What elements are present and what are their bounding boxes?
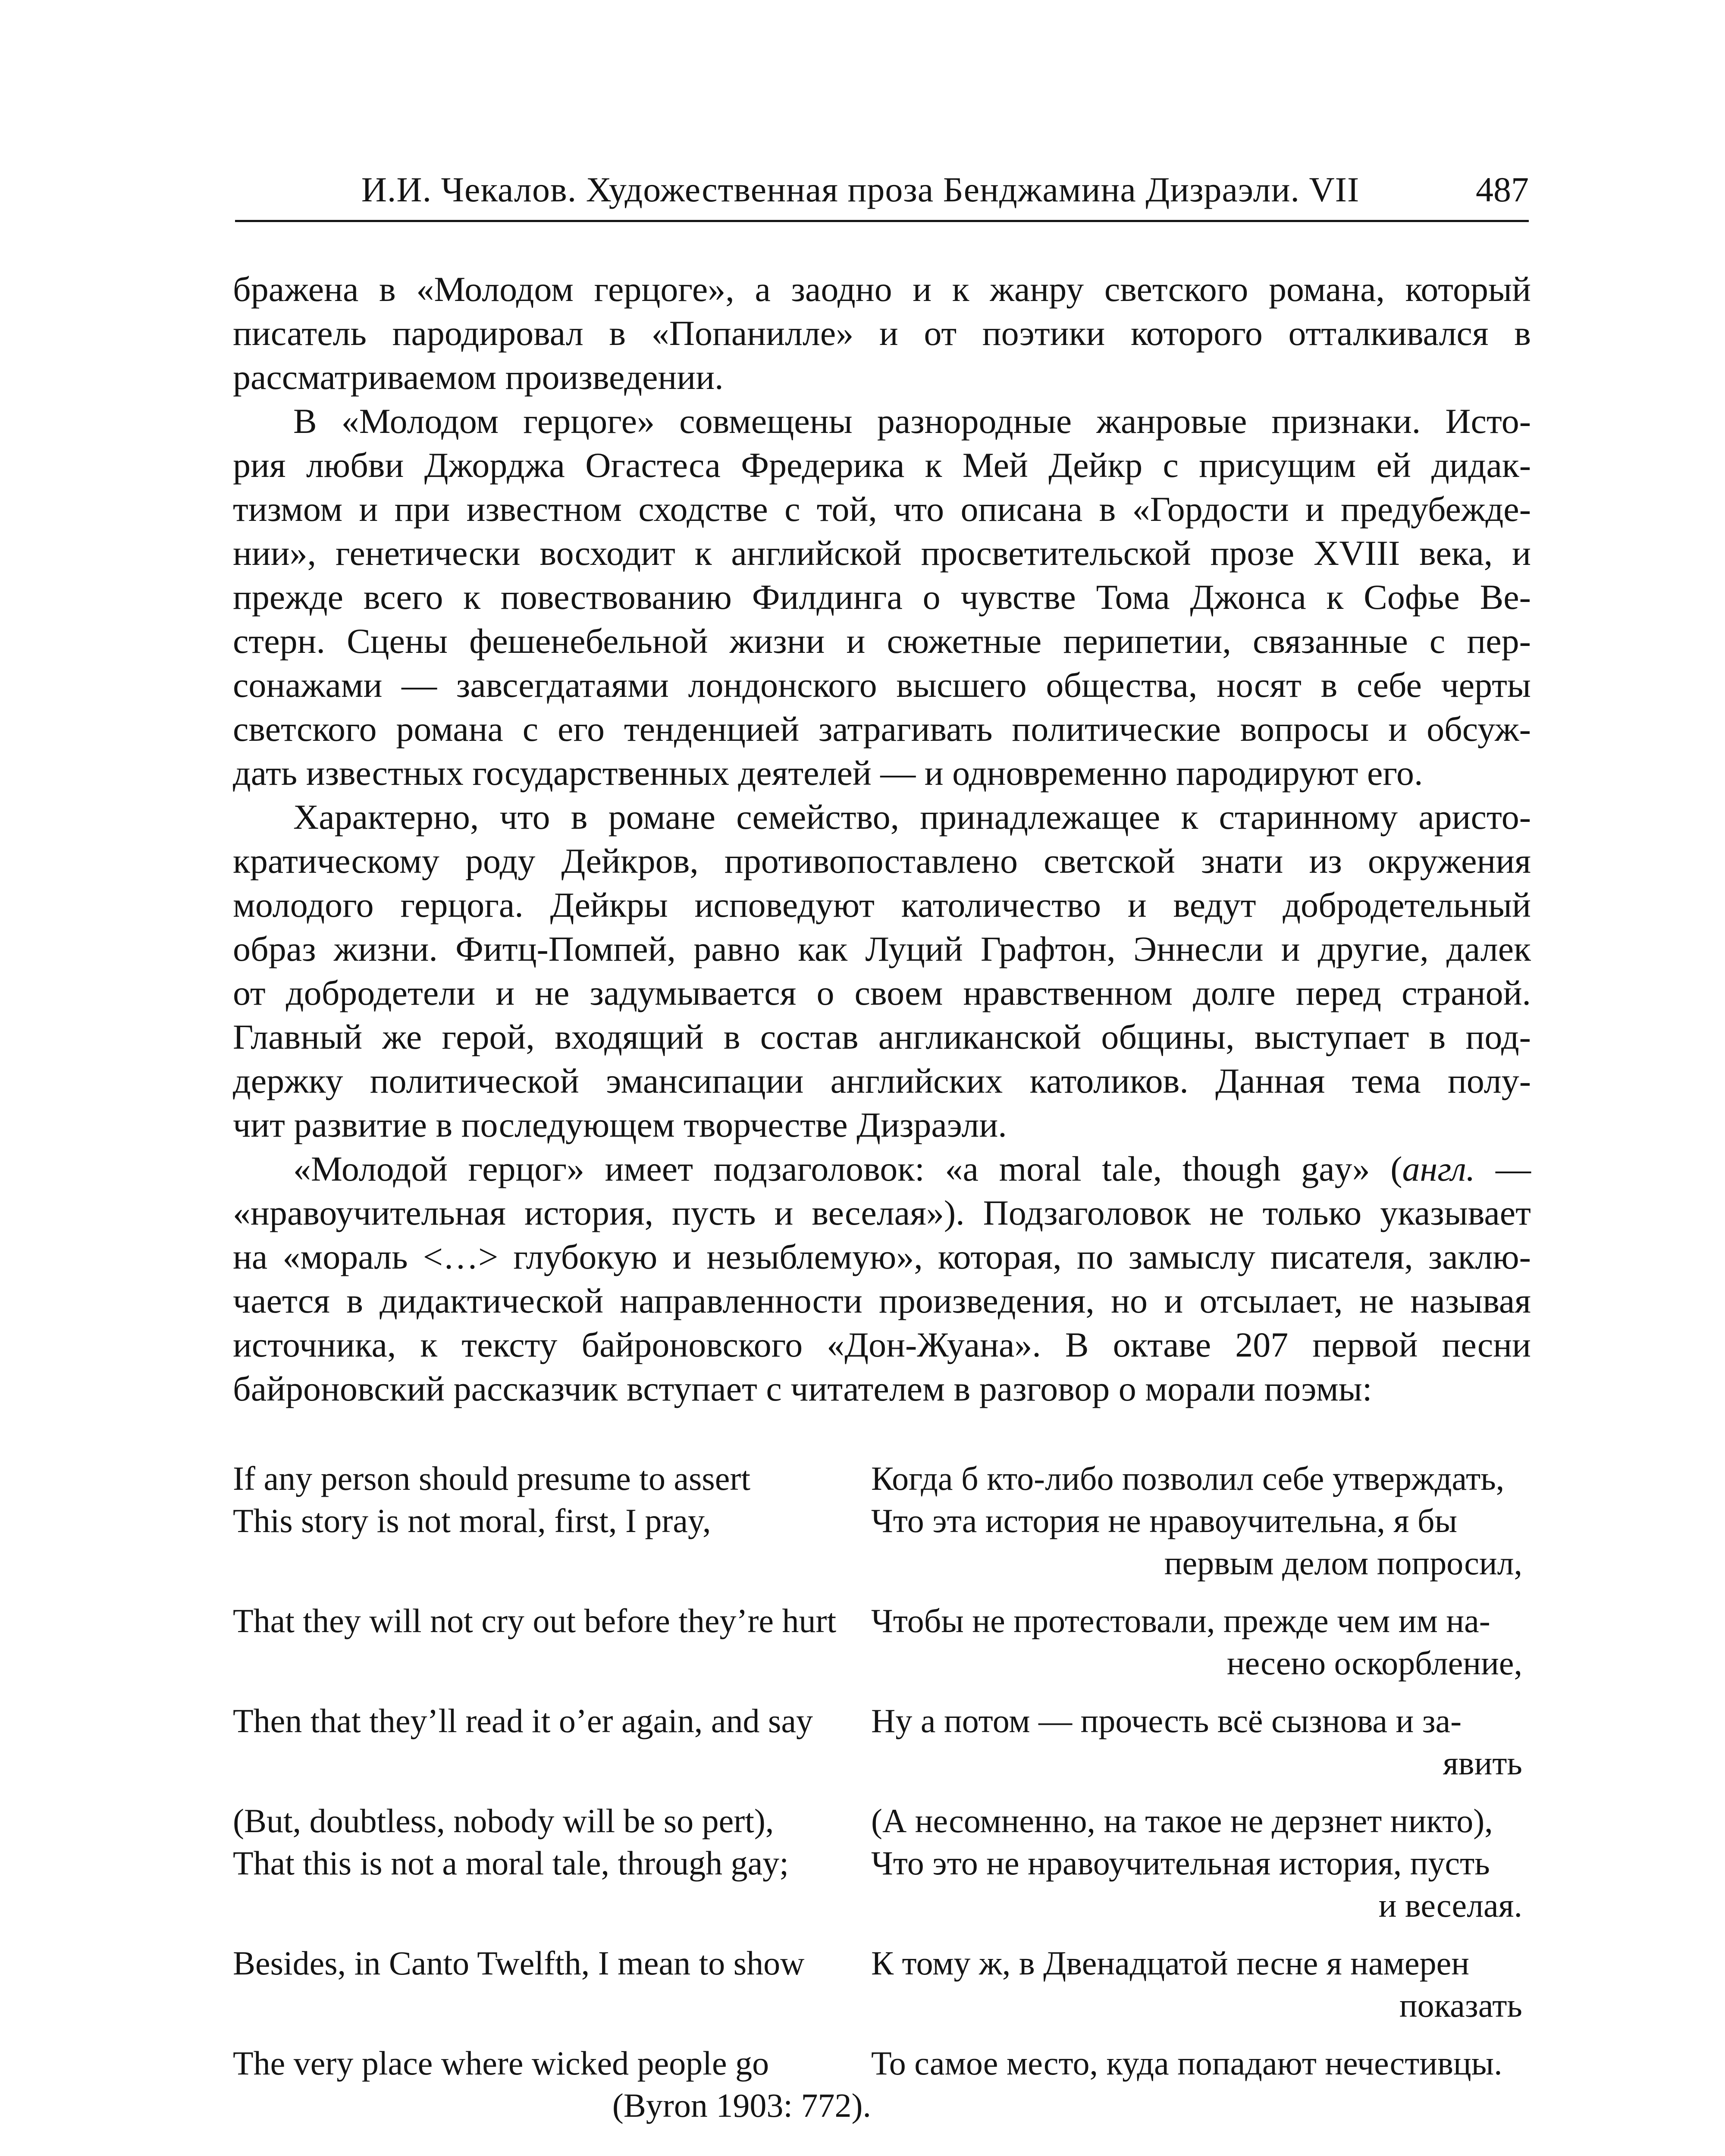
text-line: кратическому роду Дейкров, противопоставлено светской знати из окружения xyxy=(233,841,1531,881)
poem-translation xyxy=(871,1700,1522,1784)
text-line: держку политической эмансипации английских католиков. Данная тема полу- xyxy=(233,1061,1531,1100)
paragraph-1 xyxy=(233,267,1531,399)
text-line: от добродетели и не задумывается о своем нравственном долге перед страной. xyxy=(233,973,1531,1012)
paragraph-2 xyxy=(233,399,1531,795)
poem-line: The very place where wicked people go xyxy=(233,2044,769,2082)
parallel-poem xyxy=(233,1457,1531,2127)
poem-citation: (Byron 1903: 772). xyxy=(612,2087,871,2124)
stanza-row xyxy=(233,1700,1531,1784)
poem-translation xyxy=(871,1942,1522,2027)
text-line: светского романа с его тенденцией затрагивать политические вопросы и обсуж- xyxy=(233,709,1531,749)
running-head xyxy=(235,164,1529,216)
poem-line-continuation: явить xyxy=(1443,1744,1522,1782)
body-text xyxy=(233,267,1531,1411)
poem-line-continuation: первым делом попросил, xyxy=(1164,1544,1522,1582)
stanza-row xyxy=(233,1457,1531,1584)
text-line: прежде всего к повествованию Филдинга о чувстве Тома Джонса к Софье Ве- xyxy=(233,577,1531,617)
text-line: чается в дидактической направленности произведения, но и отсылает, не называя xyxy=(233,1281,1531,1320)
paragraph-3 xyxy=(233,795,1531,1147)
poem-line: That this is not a moral tale, through gay; xyxy=(233,1844,789,1882)
poem-line: Ну а потом — прочесть всё сызнова и за- xyxy=(871,1702,1462,1739)
text-line: чит развитие в последующем творчестве Дизраэли. xyxy=(233,1105,1007,1144)
text-line: на «мораль <…> глубокую и незыблемую», которая, по замыслу писателя, заклю- xyxy=(233,1237,1531,1276)
poem-line: That they will not cry out before they’re hurt xyxy=(233,1602,837,1639)
poem-line: This story is not moral, first, I pray, xyxy=(233,1502,711,1539)
poem-line: Then that they’ll read it o’er again, and say xyxy=(233,1702,813,1739)
poem-translation xyxy=(871,1457,1522,1584)
running-head-title: И.И. Чекалов. Художественная проза Бенджамина Дизраэли. VII xyxy=(361,170,1360,209)
poem-original xyxy=(233,2042,871,2084)
header-rule xyxy=(235,220,1529,222)
poem-translation xyxy=(871,1600,1522,1684)
poem-line-continuation: несено оскорбление, xyxy=(1226,1644,1522,1682)
poem-line: Чтобы не протестовали, прежде чем им на- xyxy=(871,1602,1490,1639)
stanza-row xyxy=(233,1800,1531,1927)
italic-abbreviation: англ. xyxy=(1402,1149,1475,1188)
text-line: бражена в «Молодом герцоге», а заодно и к жанру светского романа, который xyxy=(233,270,1531,309)
poem-line: Что эта история не нравоучительна, я бы xyxy=(871,1502,1457,1539)
stanza-row xyxy=(233,1942,1531,2027)
poem-line-continuation: показать xyxy=(1399,1987,1522,2024)
text-line xyxy=(233,1147,1531,1191)
text-line: Главный же герой, входящий в состав англиканской общины, выступает в под- xyxy=(233,1017,1531,1056)
poem-line: То самое место, куда попадают нечестивцы. xyxy=(871,2044,1502,2082)
text-line: образ жизни. Фитц-Помпей, равно как Луций Графтон, Эннесли и другие, далек xyxy=(233,929,1531,968)
poem-original xyxy=(233,1600,871,1684)
text-line: тизмом и при известном сходстве с той, что описана в «Гордости и предубежде- xyxy=(233,489,1531,529)
poem-line: Когда б кто-либо позволил себе утверждать, xyxy=(871,1460,1505,1497)
text-line: рассматриваемом произведении. xyxy=(233,357,724,397)
text-line: «нравоучительная история, пусть и веселая»). Подзаголовок не только указывает xyxy=(233,1193,1531,1232)
poem-line: (А несомненно, на такое не дерзнет никто), xyxy=(871,1802,1493,1839)
stanza-row xyxy=(233,2042,1531,2084)
text-line: Характерно, что в романе семейство, принадлежащее к старинному аристо- xyxy=(293,797,1531,837)
text-fragment: — xyxy=(1475,1149,1531,1188)
paragraph-4 xyxy=(233,1147,1531,1411)
text-line: сонажами — завсегдатаями лондонского высшего общества, носят в себе черты xyxy=(233,665,1531,705)
poem-translation xyxy=(871,1800,1522,1927)
poem-line-continuation: и веселая. xyxy=(1378,1887,1522,1924)
poem-original xyxy=(233,1800,871,1927)
poem-line: Besides, in Canto Twelfth, I mean to show xyxy=(233,1944,805,1982)
text-line: нии», генетически восходит к английской просветительской прозе XVIII века, и xyxy=(233,533,1531,573)
text-line: источника, к тексту байроновского «Дон-Жуана». В октаве 207 первой песни xyxy=(233,1325,1531,1364)
poem-line: К тому ж, в Двенадцатой песне я намерен xyxy=(871,1944,1469,1982)
text-line: стерн. Сцены фешенебельной жизни и сюжетные перипетии, связанные с пер- xyxy=(233,621,1531,661)
poem-original xyxy=(233,1942,871,2027)
poem-line: If any person should presume to assert xyxy=(233,1460,751,1497)
poem-translation xyxy=(871,2042,1522,2084)
text-line: молодого герцога. Дейкры исповедуют католичество и ведут добродетельный xyxy=(233,885,1531,924)
poem-line: (But, doubtless, nobody will be so pert), xyxy=(233,1802,774,1839)
text-line: В «Молодом герцоге» совмещены разнородные жанровые признаки. Исто- xyxy=(293,401,1531,441)
text-line: рия любви Джорджа Огастеса Фредерика к Мей Дейкр с присущим ей дидак- xyxy=(233,445,1531,485)
text-line: писатель пародировал в «Попанилле» и от поэтики которого отталкивался в xyxy=(233,313,1531,353)
text-line: дать известных государственных деятелей — и одновременно пародируют его. xyxy=(233,753,1423,793)
text-fragment: «Молодой герцог» имеет подзаголовок: «a moral tale, though gay» ( xyxy=(293,1149,1402,1188)
text-line: байроновский рассказчик вступает с читателем в разговор о морали поэмы: xyxy=(233,1369,1372,1408)
poem-original xyxy=(233,1700,871,1784)
stanza-row xyxy=(233,1600,1531,1684)
poem-line: Что это не нравоучительная история, пусть xyxy=(871,1844,1490,1882)
poem-original xyxy=(233,1457,871,1584)
page-number: 487 xyxy=(1476,170,1529,209)
